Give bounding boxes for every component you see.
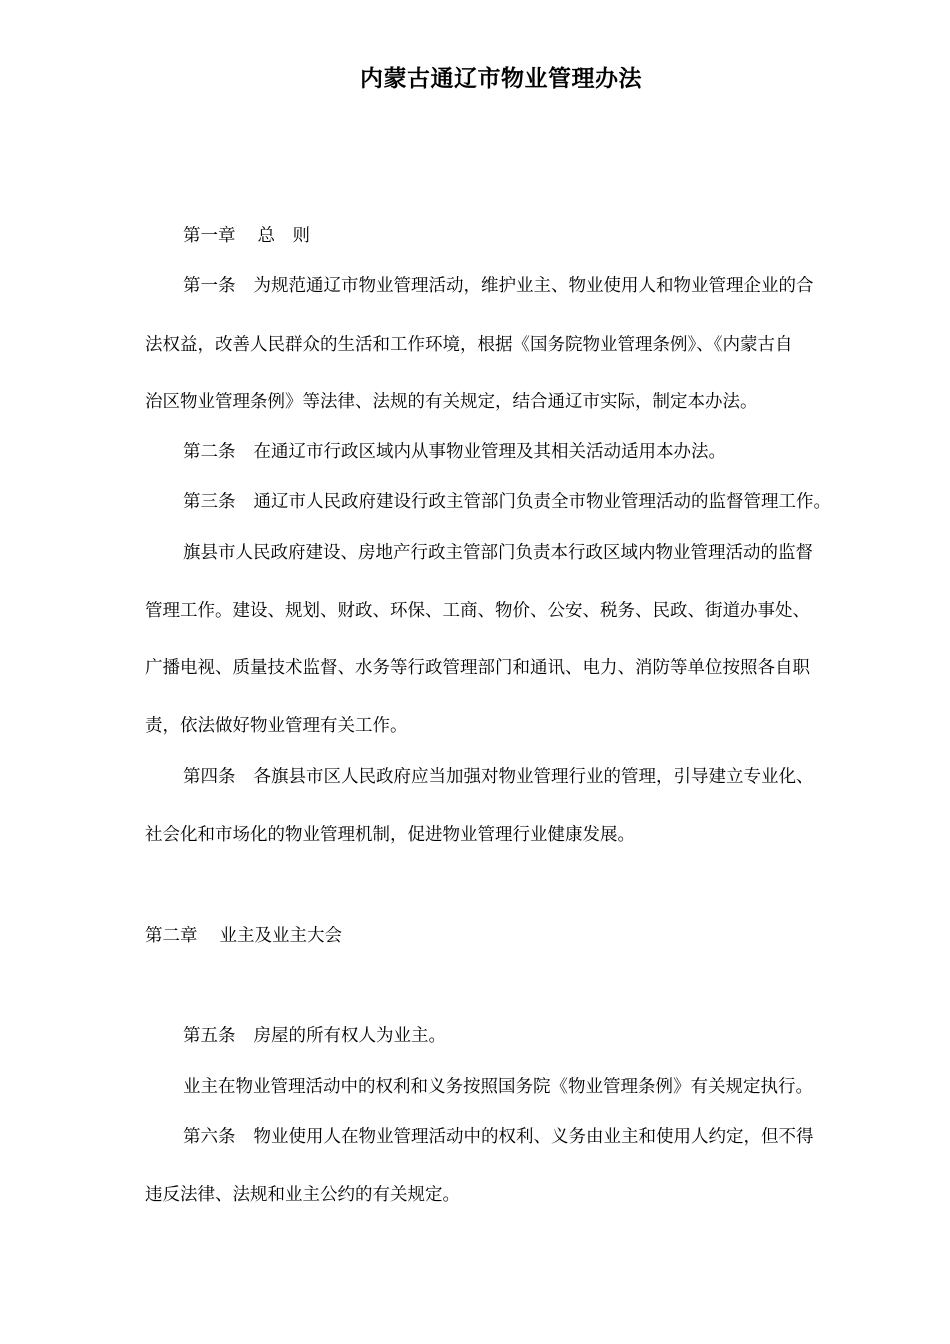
article-number: 第二条 bbox=[183, 442, 236, 462]
article-line bbox=[183, 1125, 814, 1149]
paragraph-line: 违反法律、法规和业主公约的有关规定。 bbox=[145, 1185, 460, 1205]
chapter-name: 业主及业主大会 bbox=[219, 926, 342, 946]
article-number: 第一条 bbox=[183, 276, 236, 296]
article-text: 房屋的所有权人为业主。 bbox=[253, 1026, 446, 1046]
document-title: 内蒙古通辽市物业管理办法 bbox=[360, 65, 642, 92]
article-text: 在通辽市行政区域内从事物业管理及其相关活动适用本办法。 bbox=[253, 442, 726, 462]
article-number: 第五条 bbox=[183, 1026, 236, 1046]
chapter-heading-1 bbox=[183, 224, 310, 248]
article-number: 第三条 bbox=[183, 492, 236, 512]
paragraph-line: 责，依法做好物业管理有关工作。 bbox=[145, 716, 408, 736]
article-text: 各旗县市区人民政府应当加强对物业管理行业的管理，引导建立专业化、 bbox=[253, 767, 814, 787]
chapter-heading-2 bbox=[145, 924, 342, 948]
article-line bbox=[183, 440, 726, 464]
article-line bbox=[183, 1024, 446, 1048]
paragraph-line: 旗县市人民政府建设、房地产行政主管部门负责本行政区域内物业管理活动的监督 bbox=[183, 543, 813, 563]
article-line bbox=[183, 765, 814, 789]
paragraph-line: 治区物业管理条例》等法律、法规的有关规定，结合通辽市实际，制定本办法。 bbox=[145, 392, 758, 412]
chapter-label: 第二章 bbox=[145, 926, 198, 946]
article-text: 物业使用人在物业管理活动中的权利、义务由业主和使用人约定，但不得 bbox=[253, 1127, 814, 1147]
article-number: 第六条 bbox=[183, 1127, 236, 1147]
chapter-label: 第一章 bbox=[183, 226, 236, 246]
paragraph-line: 管理工作。建设、规划、财政、环保、工商、物价、公安、税务、民政、街道办事处、 bbox=[145, 601, 810, 621]
paragraph-line: 法权益，改善人民群众的生活和工作环境，根据《国务院物业管理条例》、《内蒙古自 bbox=[145, 335, 793, 355]
article-line bbox=[183, 274, 814, 298]
paragraph-line: 业主在物业管理活动中的权利和义务按照国务院《物业管理条例》有关规定执行。 bbox=[183, 1077, 813, 1097]
paragraph-line: 广播电视、质量技术监督、水务等行政管理部门和通讯、电力、消防等单位按照各自职 bbox=[145, 658, 810, 678]
article-text: 为规范通辽市物业管理活动，维护业主、物业使用人和物业管理企业的合 bbox=[253, 276, 814, 296]
article-number: 第四条 bbox=[183, 767, 236, 787]
chapter-name: 总 则 bbox=[257, 226, 310, 246]
article-text: 通辽市人民政府建设行政主管部门负责全市物业管理活动的监督管理工作。 bbox=[253, 492, 831, 512]
article-line bbox=[183, 490, 831, 514]
paragraph-line: 社会化和市场化的物业管理机制，促进物业管理行业健康发展。 bbox=[145, 825, 635, 845]
